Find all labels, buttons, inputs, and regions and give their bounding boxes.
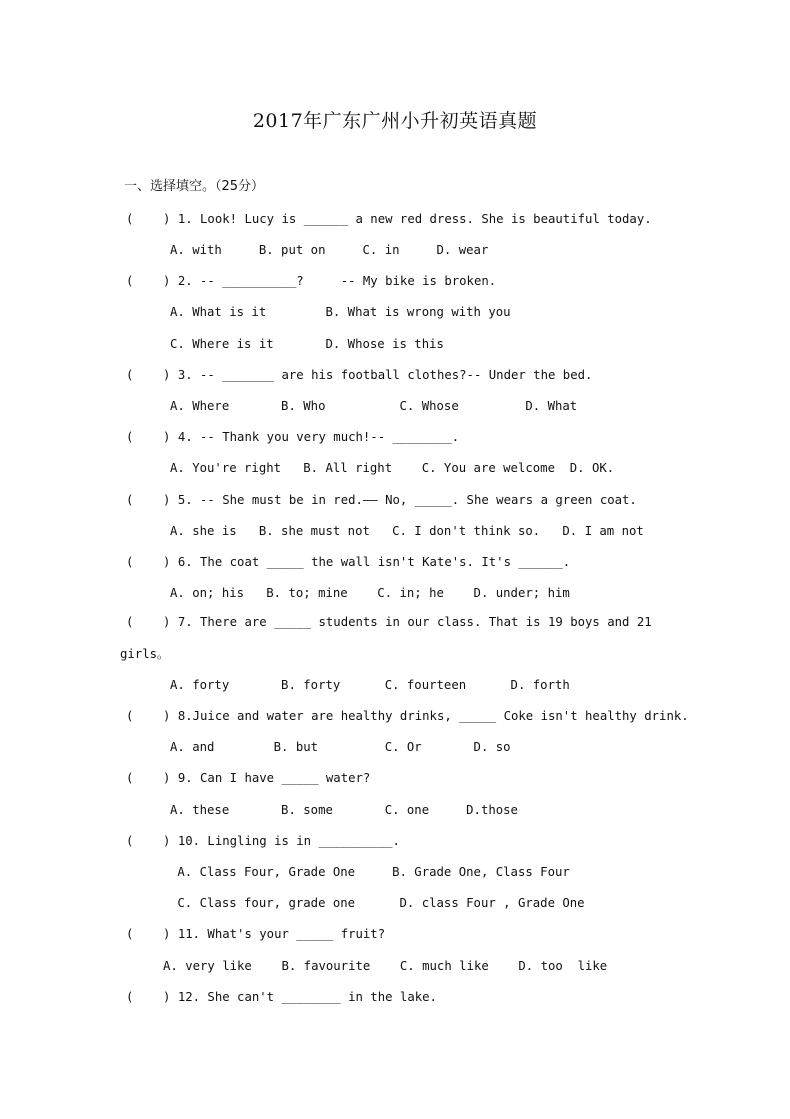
question-3: ( ) 3. -- _______ are his football clothes?-- Under the bed. xyxy=(126,368,593,382)
section-heading: 一、选择填空。（25分） xyxy=(124,179,265,194)
question-1-options: A. with B. put on C. in D. wear xyxy=(170,243,489,257)
question-6-options: A. on; his B. to; mine C. in; he D. under; him xyxy=(170,586,570,600)
question-4-options: A. You're right B. All right C. You are welcome D. OK. xyxy=(170,461,615,475)
question-5-options: A. she is B. she must not C. I don't think so. D. I am not xyxy=(170,524,644,538)
question-12: ( ) 12. She can't ________ in the lake. xyxy=(126,990,437,1004)
question-7-continuation: girls。 xyxy=(120,647,170,661)
question-2: ( ) 2. -- __________? -- My bike is broken. xyxy=(126,274,497,288)
page-title: 2017年广东广州小升初英语真题 xyxy=(252,110,538,132)
question-8: ( ) 8.Juice and water are healthy drinks, _____ Coke isn't healthy drink. xyxy=(126,709,689,723)
question-8-options: A. and B. but C. Or D. so xyxy=(170,740,511,754)
question-9-options: A. these B. some C. one D.those xyxy=(170,803,518,817)
question-11-options: A. very like B. favourite C. much like D. too like xyxy=(163,959,608,973)
question-4: ( ) 4. -- Thank you very much!-- ________. xyxy=(126,430,460,444)
question-6: ( ) 6. The coat _____ the wall isn't Kate's. It's ______. xyxy=(126,555,571,569)
question-1: ( ) 1. Look! Lucy is ______ a new red dress. She is beautiful today. xyxy=(126,212,652,226)
question-7-options: A. forty B. forty C. fourteen D. forth xyxy=(170,678,570,692)
question-10: ( ) 10. Lingling is in __________. xyxy=(126,834,400,848)
question-10-options-row-1: A. Class Four, Grade One B. Grade One, Class Four xyxy=(170,865,570,879)
question-9: ( ) 9. Can I have _____ water? xyxy=(126,771,371,785)
question-11: ( ) 11. What's your _____ fruit? xyxy=(126,927,386,941)
question-10-options-row-2: C. Class four, grade one D. class Four , Grade One xyxy=(170,896,585,910)
question-5: ( ) 5. -- She must be in red.—— No, _____. She wears a green coat. xyxy=(126,493,637,507)
question-2-options-row-1: A. What is it B. What is wrong with you xyxy=(170,305,511,319)
question-2-options-row-2: C. Where is it D. Whose is this xyxy=(170,337,444,351)
question-3-options: A. Where B. Who C. Whose D. What xyxy=(170,399,578,413)
question-7: ( ) 7. There are _____ students in our class. That is 19 boys and 21 xyxy=(126,615,652,629)
